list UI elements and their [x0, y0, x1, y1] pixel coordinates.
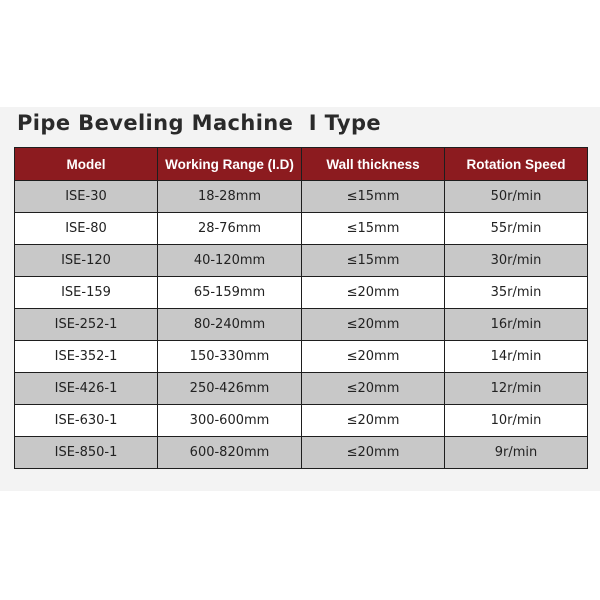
- cell-range: 250-426mm: [158, 373, 302, 405]
- table-header-row: [15, 148, 588, 181]
- cell-range: 40-120mm: [158, 245, 302, 277]
- cell-model: ISE-159: [15, 277, 158, 309]
- table-row: [15, 373, 588, 405]
- table-row: [15, 405, 588, 437]
- cell-wall: ≤20mm: [302, 405, 445, 437]
- cell-range: 65-159mm: [158, 277, 302, 309]
- cell-model: ISE-30: [15, 181, 158, 213]
- cell-model: ISE-630-1: [15, 405, 158, 437]
- page-title: Pipe Beveling Machine I Type: [17, 111, 382, 135]
- table-row: [15, 309, 588, 341]
- cell-model: ISE-426-1: [15, 373, 158, 405]
- cell-wall: ≤20mm: [302, 341, 445, 373]
- cell-model: ISE-352-1: [15, 341, 158, 373]
- table-row: [15, 277, 588, 309]
- header-wall-thickness: Wall thickness: [302, 148, 445, 181]
- cell-model: ISE-80: [15, 213, 158, 245]
- cell-speed: 12r/min: [445, 373, 588, 405]
- cell-speed: 50r/min: [445, 181, 588, 213]
- table-row: [15, 213, 588, 245]
- cell-wall: ≤15mm: [302, 181, 445, 213]
- cell-speed: 9r/min: [445, 437, 588, 469]
- cell-speed: 14r/min: [445, 341, 588, 373]
- cell-range: 28-76mm: [158, 213, 302, 245]
- cell-range: 80-240mm: [158, 309, 302, 341]
- cell-model: ISE-120: [15, 245, 158, 277]
- header-working-range: Working Range (I.D): [158, 148, 302, 181]
- cell-range: 18-28mm: [158, 181, 302, 213]
- cell-speed: 35r/min: [445, 277, 588, 309]
- cell-range: 300-600mm: [158, 405, 302, 437]
- cell-speed: 16r/min: [445, 309, 588, 341]
- table-row: [15, 341, 588, 373]
- cell-speed: 55r/min: [445, 213, 588, 245]
- header-model: Model: [15, 148, 158, 181]
- cell-range: 600-820mm: [158, 437, 302, 469]
- table-row: [15, 245, 588, 277]
- cell-wall: ≤15mm: [302, 245, 445, 277]
- cell-model: ISE-252-1: [15, 309, 158, 341]
- table-row: [15, 181, 588, 213]
- cell-speed: 10r/min: [445, 405, 588, 437]
- cell-wall: ≤15mm: [302, 213, 445, 245]
- header-rotation-speed: Rotation Speed: [445, 148, 588, 181]
- cell-wall: ≤20mm: [302, 437, 445, 469]
- cell-model: ISE-850-1: [15, 437, 158, 469]
- cell-speed: 30r/min: [445, 245, 588, 277]
- table-row: [15, 437, 588, 469]
- cell-wall: ≤20mm: [302, 309, 445, 341]
- cell-range: 150-330mm: [158, 341, 302, 373]
- cell-wall: ≤20mm: [302, 373, 445, 405]
- cell-wall: ≤20mm: [302, 277, 445, 309]
- spec-table: [14, 147, 588, 469]
